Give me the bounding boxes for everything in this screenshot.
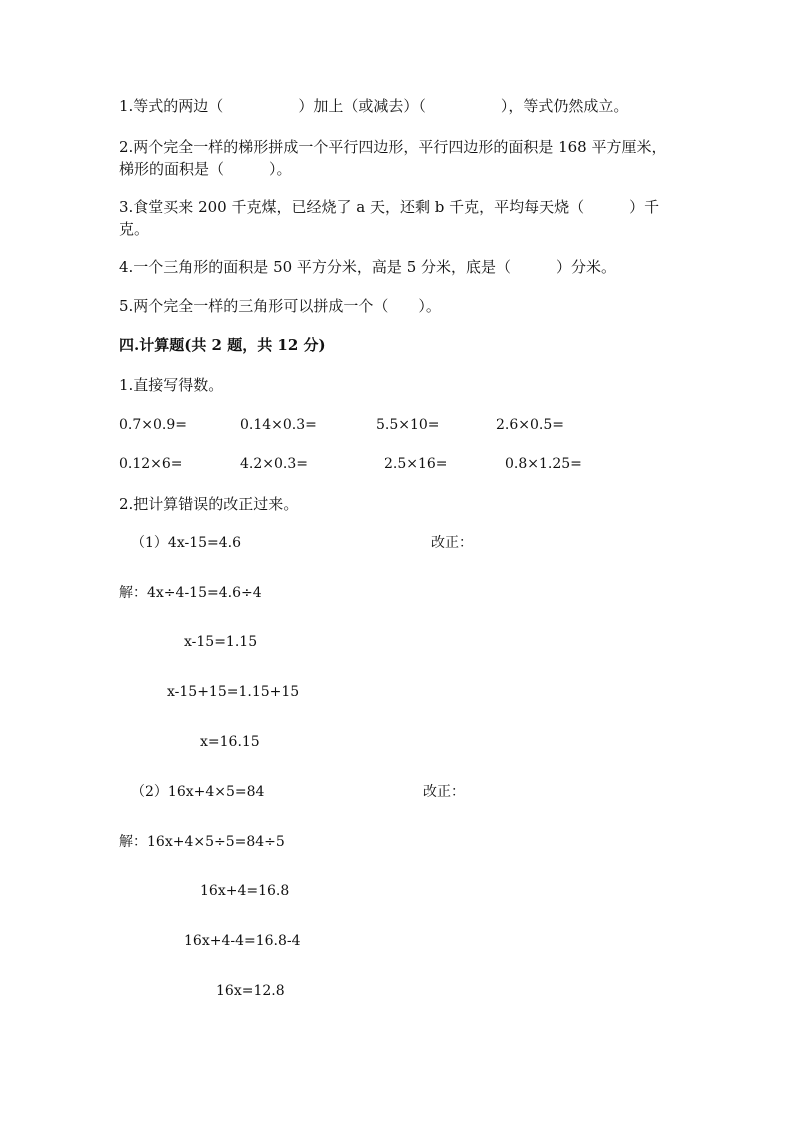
calc-question-1: 1.直接写得数。: [119, 376, 224, 394]
question-2: 2.两个完全一样的梯形拼成一个平行四边形，平行四边形的面积是 168 平方厘米，梯形的面积是（ ）。: [119, 138, 667, 178]
calc-item: 2.6×0.5=: [496, 417, 564, 433]
calc-item: 5.5×10=: [376, 417, 440, 433]
calc-item: 0.12×6=: [119, 456, 183, 472]
question-5: 5.两个完全一样的三角形可以拼成一个（ ）。: [119, 297, 441, 315]
problem-1-step: x-15+15=1.15+15: [167, 684, 300, 700]
problem-1-step: x-15=1.15: [184, 634, 258, 650]
problem-1-step: 解：4x÷4-15=4.6÷4: [119, 585, 262, 601]
problem-2-step: 解：16x+4×5÷5=84÷5: [119, 834, 285, 850]
calc-question-2: 2.把计算错误的改正过来。: [119, 495, 299, 513]
calc-item: 0.8×1.25=: [505, 456, 582, 472]
problem-1-step: x=16.15: [200, 734, 260, 750]
problem-2-correction-label: 改正：: [423, 784, 465, 800]
problem-1-correction-label: 改正：: [431, 535, 473, 551]
question-3: 3.食堂买来 200 千克煤，已经烧了 a 天，还剩 b 千克，平均每天烧（ ）千克。: [119, 198, 660, 238]
problem-2-equation: （2）16x+4×5=84: [131, 784, 265, 800]
section-title: 四.计算题(共 2 题，共 12 分): [119, 336, 326, 354]
calc-item: 0.14×0.3=: [240, 417, 317, 433]
problem-2-step: 16x+4=16.8: [200, 883, 290, 899]
problem-2-step: 16x+4-4=16.8-4: [184, 933, 301, 949]
calc-item: 4.2×0.3=: [240, 456, 308, 472]
calc-item: 0.7×0.9=: [119, 417, 187, 433]
question-4: 4.一个三角形的面积是 50 平方分米，高是 5 分米，底是（ ）分米。: [119, 258, 617, 276]
problem-1-equation: （1）4x-15=4.6: [131, 535, 242, 551]
problem-2-step: 16x=12.8: [216, 983, 285, 999]
question-1: 1.等式的两边（ ）加上（或减去）（ ），等式仍然成立。: [119, 97, 629, 115]
calc-item: 2.5×16=: [384, 456, 448, 472]
